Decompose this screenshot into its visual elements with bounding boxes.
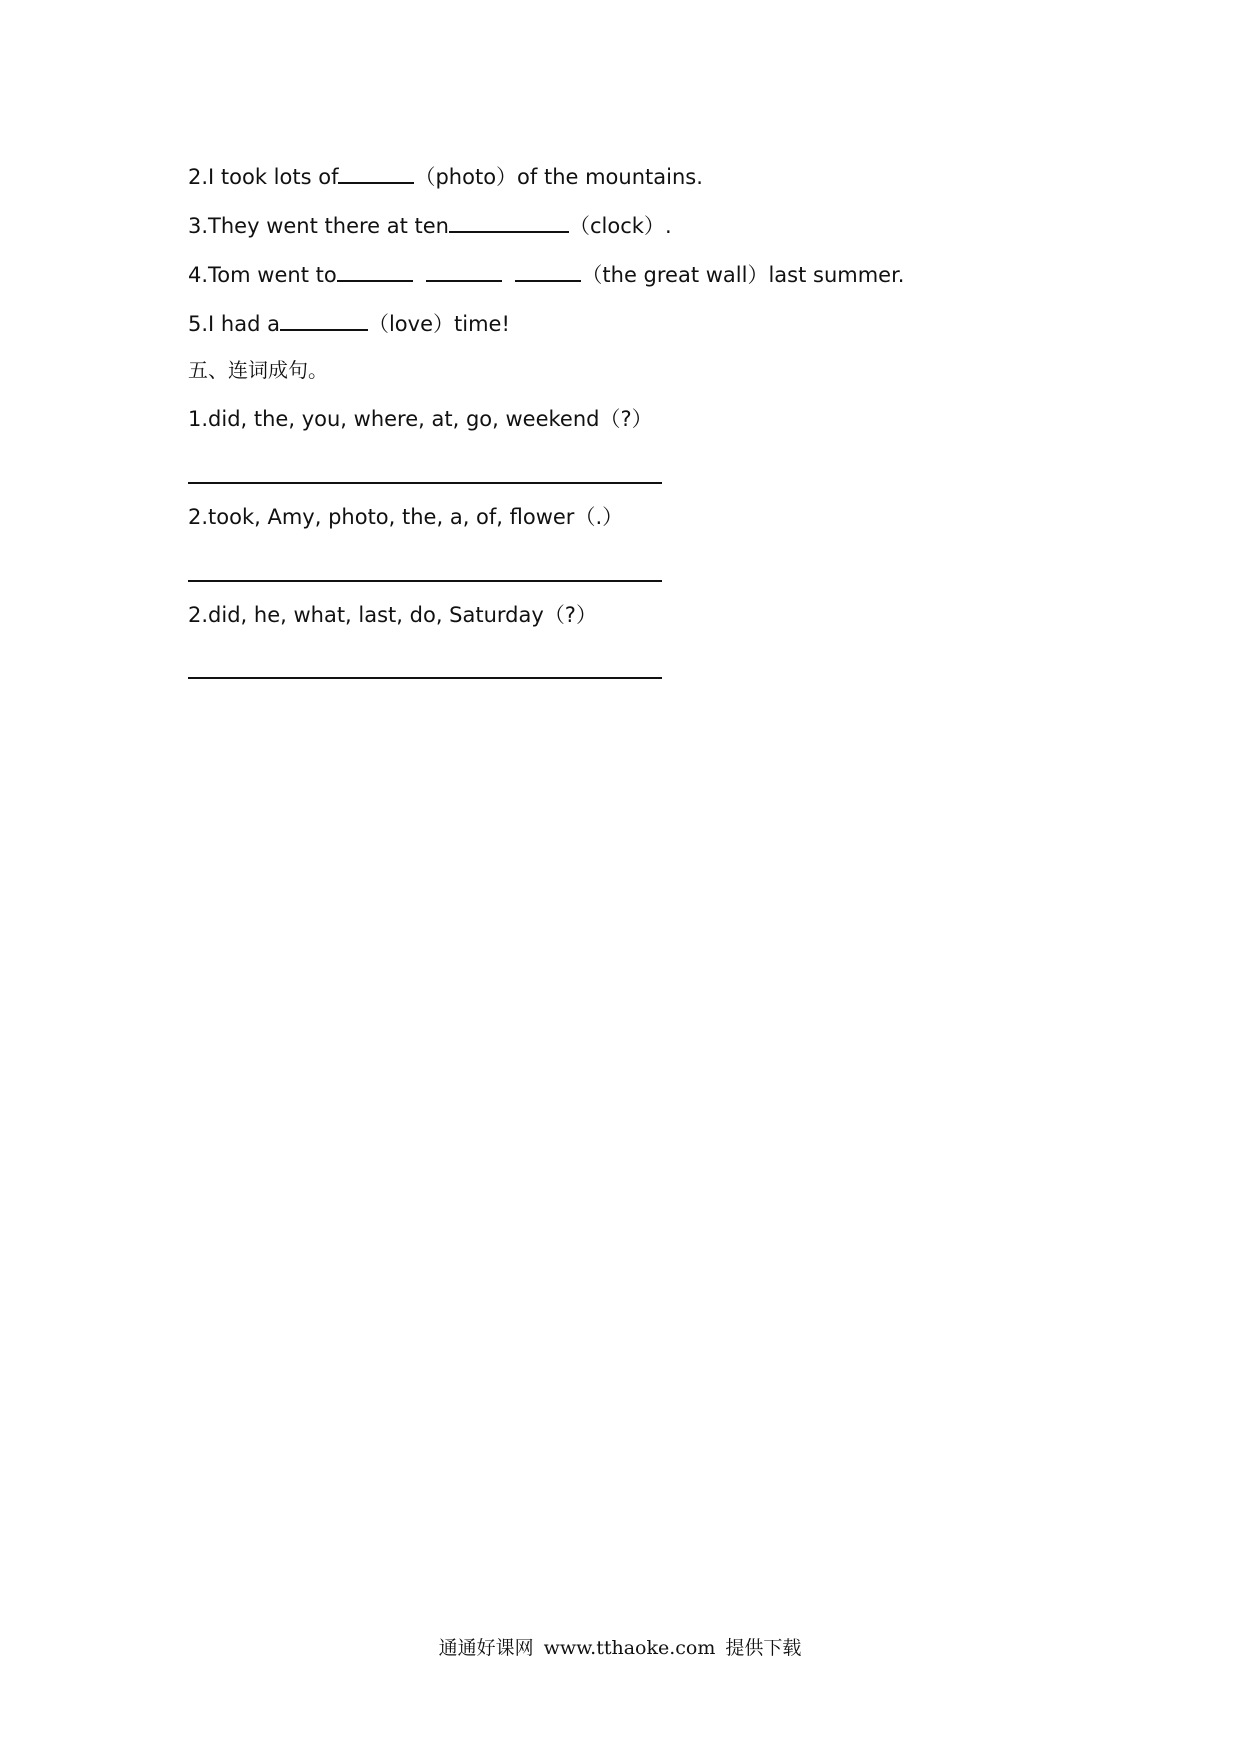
fill-blank-item-2 xyxy=(188,162,703,191)
item-text-after: time! xyxy=(454,312,510,336)
item-number: 2. xyxy=(188,505,209,529)
section-heading: 五、连词成句。 xyxy=(188,358,328,382)
item-words: did, he, what, last, do, Saturday xyxy=(208,603,544,627)
item-text-before: I took lots of xyxy=(208,165,339,189)
page-footer xyxy=(0,1635,1240,1661)
item-text-after: . xyxy=(664,214,672,238)
answer-blank[interactable] xyxy=(449,211,569,233)
item-text-before: They went there at ten xyxy=(208,214,449,238)
item-hint: （photo） xyxy=(414,165,518,189)
item-number: 2. xyxy=(188,165,209,189)
answer-line[interactable] xyxy=(188,580,662,582)
fill-blank-item-3 xyxy=(188,211,672,240)
footer-site-name: 通通好课网 xyxy=(438,1637,534,1659)
item-words: took, Amy, photo, the, a, of, flower xyxy=(208,505,575,529)
answer-blank[interactable] xyxy=(338,162,414,184)
footer-url: www.tthaoke.com xyxy=(543,1637,716,1659)
footer-suffix: 提供下载 xyxy=(725,1637,802,1659)
sentence-item-3 xyxy=(188,601,597,629)
item-text-before: I had a xyxy=(208,312,280,336)
answer-line[interactable] xyxy=(188,482,662,484)
sentence-item-1 xyxy=(188,405,653,433)
item-hint: （the great wall） xyxy=(581,263,769,287)
fill-blank-item-5 xyxy=(188,309,510,338)
item-punctuation: （?） xyxy=(599,407,653,431)
item-number: 2. xyxy=(188,603,209,627)
item-number: 3. xyxy=(188,214,209,238)
item-number: 4. xyxy=(188,263,209,287)
answer-blank[interactable] xyxy=(426,260,502,282)
answer-blank[interactable] xyxy=(337,260,413,282)
item-text-before: Tom went to xyxy=(208,263,337,287)
answer-line[interactable] xyxy=(188,677,662,679)
item-hint: （love） xyxy=(367,312,454,336)
answer-blank[interactable] xyxy=(280,309,368,331)
item-words: did, the, you, where, at, go, weekend xyxy=(208,407,600,431)
item-number: 5. xyxy=(188,312,209,336)
item-punctuation: （.） xyxy=(574,505,624,529)
item-punctuation: （?） xyxy=(543,603,597,627)
answer-blank[interactable] xyxy=(515,260,581,282)
fill-blank-item-4 xyxy=(188,260,905,289)
sentence-item-2 xyxy=(188,503,623,531)
item-text-after: last summer. xyxy=(768,263,905,287)
item-hint: （clock） xyxy=(569,214,665,238)
item-number: 1. xyxy=(188,407,209,431)
item-text-after: of the mountains. xyxy=(517,165,703,189)
